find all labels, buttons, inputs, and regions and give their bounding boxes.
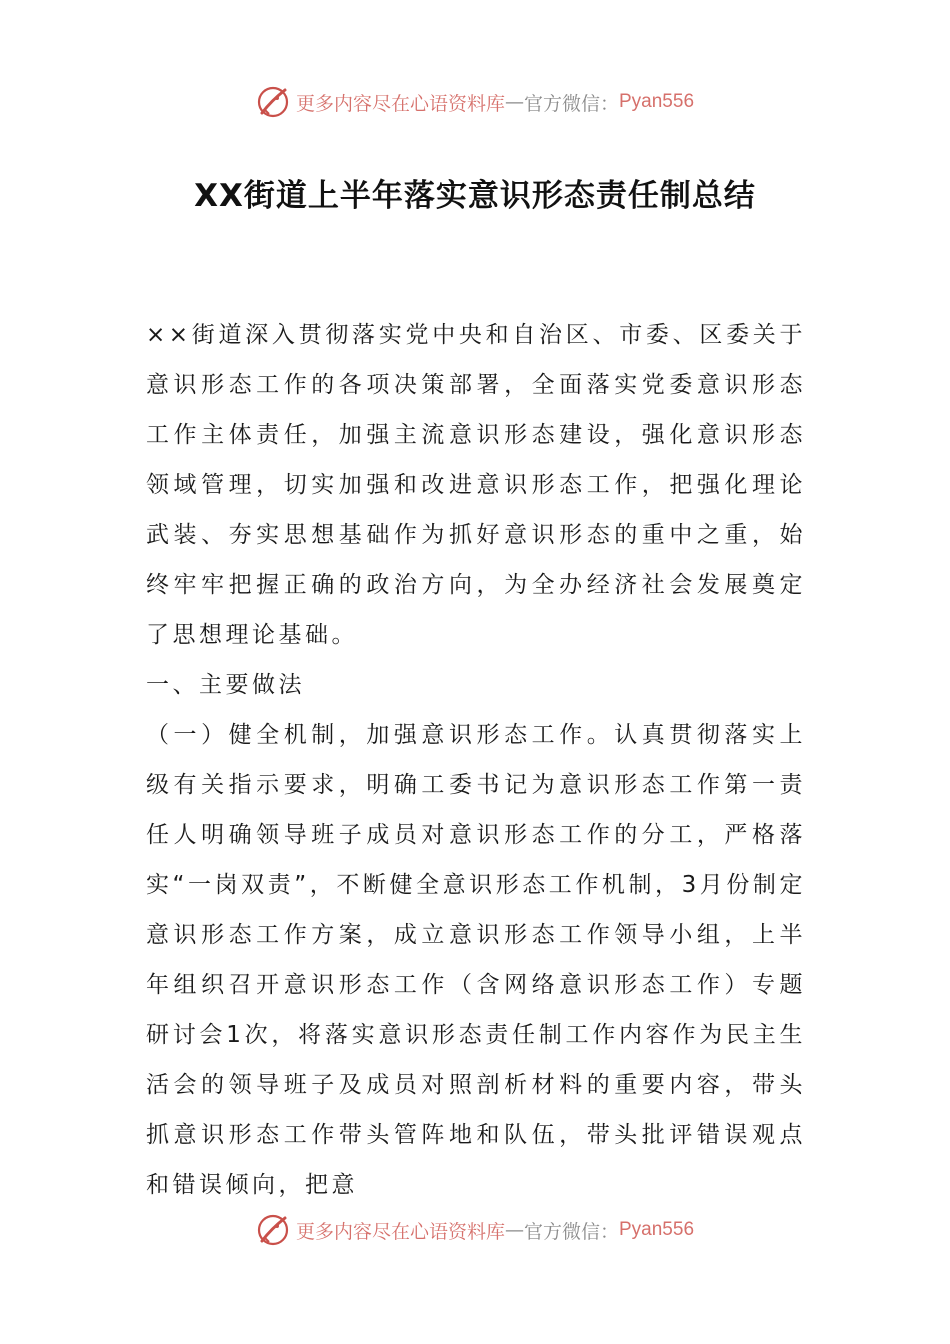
banner-site-text: 更多内容尽在心语资料库: [295, 1220, 505, 1243]
pen-ink-logo-icon: [256, 85, 290, 119]
body-paragraph: （一）健全机制，加强意识形态工作。认真贯彻落实上级有关指示要求，明确工委书记为意识形态工作第一责任人明确领导班子成员对意识形态工作的分工，严格落实“一岗双责”，不断健全意识形态工作机制，3月份制定意识形态工作方案，成立意识形态工作领导小组，上半年组织召开意识形态工作（含网络意识形态工作）专题研讨会1次，将落实意识形态责任制工作内容作为民主生活会的领导班子及成员对照剖析材料的重要内容，带头抓意识形态工作带头管阵地和队伍，带头批评错误观点和错误倾向，把意: [146, 722, 806, 1198]
banner-site-text: 更多内容尽在心语资料库: [295, 92, 505, 115]
footer-watermark-banner: [0, 1210, 950, 1250]
banner-wechat-id: Pyan556: [619, 91, 695, 112]
intro-paragraph: ××街道深入贯彻落实党中央和自治区、市委、区委关于意识形态工作的各项决策部署，全面落实党委意识形态工作主体责任，加强主流意识形态建设，强化意识形态领域管理，切实加强和改进意识形态工作，把强化理论武装、夯实思想基础作为抓好意识形态的重中之重，始终牢牢把握正确的政治方向，为全办经济社会发展奠定了思想理论基础。: [146, 322, 806, 648]
header-watermark-banner: [0, 82, 950, 122]
document-title: XX街道上半年落实意识形态责任制总结: [194, 178, 756, 214]
document-body: [146, 310, 806, 1210]
banner-wechat-label: 官方微信：: [523, 92, 619, 115]
pen-ink-logo-icon: [256, 1213, 290, 1247]
banner-dash: —: [504, 1219, 524, 1241]
banner-dash: —: [504, 91, 524, 113]
banner-wechat-label: 官方微信：: [523, 1220, 619, 1243]
banner-wechat-id: Pyan556: [619, 1219, 695, 1240]
section-heading: 一、主要做法: [146, 672, 305, 698]
